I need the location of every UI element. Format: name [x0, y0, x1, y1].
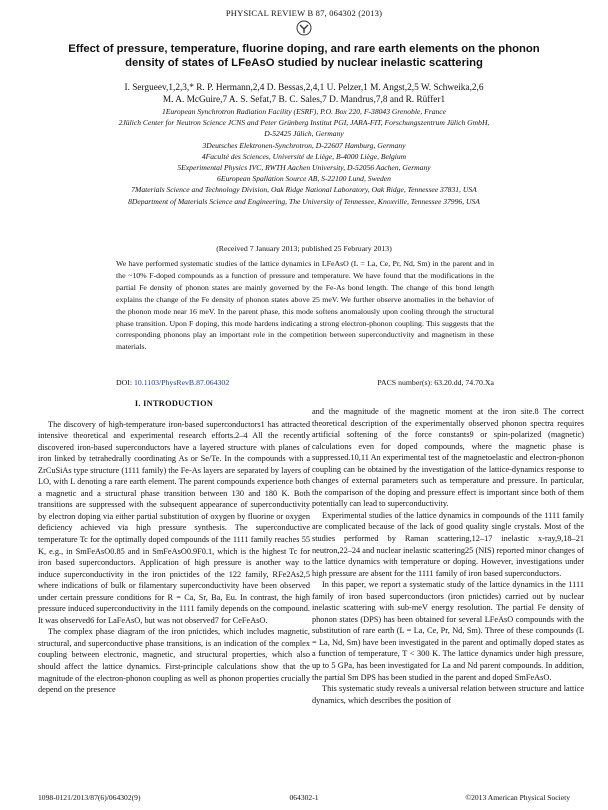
paragraph: The discovery of high-temperature iron-based superconductors1 has attracted intensive theoretical and experimental research efforts.2–4 All the recently discovered iron-based superconductors have a layered structure with planes of iron linked by tetrahedrally coordinating As or Se/Te. In the compounds with a ZrCuSiAs type structure (1111 family) the Fe-As layers are separated by layers of LO, with L denoting a rare earth element. The parent compounds experience both a magnetic and a structural phase transition between 130 and 180 K. Both transitions are suppressed with the subsequent appearance of superconductivity by electron doping via either partial substitution of oxygen by fluorine or oxygen deficiency achieved via high pressure synthesis. The superconductive temperature Tc for the optimally doped compounds of the 1111 family reaches 55 K, e.g., in SmFeAsO0.85 and in SmFeAsO0.9F0.1, which is the highest Tc for iron based superconductors. Application of high pressure is another way to induce superconductivity in the iron pnictides of the 122 family, RFe2As2,5 where indications of bulk or filamentary superconductivity have been observed under certain pressure conditions for R = Ca, Sr, Ba, Eu. In contrast, the high pressure induced superconductivity in the 1111 family depends on the compound. It was observed6 for LaFeAsO, but was not observed7 for CeFeAsO.	[38, 419, 310, 625]
author-line-1: I. Sergueev,1,2,3,* R. P. Hermann,2,4 D. Bessas,2,4,1 U. Pelzer,1 M. Angst,2,5 W. Schweika,2,6	[124, 83, 484, 93]
doi-link[interactable]: 10.1103/PhysRevB.87.064302	[133, 378, 230, 387]
affiliation-2: 2Jülich Center for Neutron Science JCNS and Peter Grünberg Institut PGI, JARA-FIT, Forschungszentrum Jülich GmbH,	[118, 118, 490, 128]
doi-line	[116, 378, 229, 387]
paper-title: Effect of pressure, temperature, fluorine doping, and rare earth elements on the phonon density of states of LFeAsO studied by nuclear inelastic scattering	[68, 43, 540, 69]
paragraph: In this paper, we report a systematic study of the lattice dynamics in the 1111 family of iron based superconductors (iron pnictides) carried out by nuclear inelastic scattering with sub-meV energy resolution. The partial Fe density of phonon states (DPS) has been obtained for several LFeAsO compounds with the substitution of rare earth (L = La, Ce, Pr, Nd, Sm). Three of these compounds (L = La, Nd, Sm) have been investigated in the parent and optimally doped states as a function of temperature, T < 300 K. The lattice dynamics under high pressure, up to 5 GPa, has been investigated for La and Nd parent compounds. In addition, the partial Sm DPS has been studied in the parent and doped SmFeAsO.	[312, 580, 584, 682]
footer-page-number: 064302-1	[289, 793, 319, 802]
paragraph: Experimental studies of the lattice dynamics in compounds of the 1111 family are complicated because of the lack of good quality single crystals. Most of the studies performed by Raman scattering,12–17 inelastic x-ray,9,18–21 neutron,22–24 and nuclear inelastic scattering25 (NIS) reported minor changes of the lattice dynamics with temperature or doping. However, investigations under high pressure are absent for the 1111 family of iron based superconductors.	[312, 510, 584, 578]
footer-issn: 1098-0121/2013/87(6)/064302(9)	[38, 793, 141, 802]
running-head: PHYSICAL REVIEW B 87, 064302 (2013)	[225, 8, 383, 18]
affiliation-list	[55, 106, 553, 207]
affiliation-1: 1European Synchrotron Radiation Facility (ESRF), P.O. Box 220, F-38043 Grenoble, France	[161, 107, 447, 116]
author-list	[60, 82, 548, 106]
affiliation-7: 7Materials Science and Technology Division, Oak Ridge National Laboratory, Oak Ridge, Tennessee 37831, USA	[131, 185, 477, 195]
right-column	[312, 406, 584, 706]
affiliation-6: 6European Spallation Source AB, S-22100 Lund, Sweden	[217, 174, 391, 184]
affiliation-2-cont: D-52425 Jülich, Germany	[264, 129, 344, 139]
affiliation-4: 4Faculté des Sciences, Université de Liège, B-4000 Liège, Belgium	[201, 151, 407, 161]
paragraph: The complex phase diagram of the iron pnictides, which includes magnetic, structural, and superconductive phase transitions, is an indication of the complex coupling between electronic, magnetic, and structural properties, which also should affect the lattice dynamics. First-principle calculations show that the magnitude of the electron-phonon coupling as well as phonon properties crucially depend on the presence	[38, 627, 310, 695]
affiliation-3: 3Deutsches Elektronen-Synchrotron, D-22607 Hamburg, Germany	[202, 140, 406, 150]
doi-label: DOI:	[116, 378, 133, 387]
left-column	[38, 398, 310, 696]
author-line-2: M. A. McGuire,7 A. S. Sefat,7 B. C. Sales,7 D. Mandrus,7,8 and R. Rüffer1	[162, 95, 446, 105]
paragraph: This systematic study reveals a universal relation between structure and lattice dynamics, which describes the position of	[312, 684, 584, 705]
crossmark-logo-icon[interactable]	[296, 20, 312, 36]
abstract: We have performed systematic studies of the lattice dynamics in LFeAsO (L = La, Ce, Pr, Nd, Sm) in the parent and in the ~10% F-doped compounds as a function of pressure and temperature. We have found that the modifications in the partial Fe density of phonon states are mainly governed by the Fe-As bond length. The change of this bond length explains the change of the Fe density of phonon states above 25 meV. We further observe anomalies in the behavior of the phonon mode near 16 meV. In the parent phase, this mode softens anomalously upon cooling through the structural phase transition. Upon F doping, this mode hardens indicating a strong electron-phonon coupling. This suggests that the corresponding phonons play an important role in the competition between superconductivity and magnetism in these materials.	[116, 259, 494, 352]
section-title: I. INTRODUCTION	[134, 399, 214, 408]
received-dates: (Received 7 January 2013; published 25 February 2013)	[216, 244, 392, 253]
footer-copyright: ©2013 American Physical Society	[465, 793, 570, 802]
pacs-numbers: PACS number(s): 63.20.dd, 74.70.Xa	[377, 378, 494, 387]
affiliation-5: 5Experimental Physics IVC, RWTH Aachen University, D-52056 Aachen, Germany	[177, 163, 431, 173]
paragraph: and the magnitude of the magnetic moment at the iron site.8 The correct theoretical description of the experimentally observed phonon spectra requires artificial softening of the force constants9 or spin-polarized (magnetic) calculations even for doped compounds, where the magnetic phase is suppressed.10,11 An experimental test of the magnetoelastic and electron-phonon coupling can be obtained by the investigation of the lattice-dynamics response to changes of external parameters such as temperature and pressure. In particular, the comparison of the doping and pressure effect is important since both of them potentially can lead to superconductivity.	[312, 407, 584, 509]
affiliation-8: 8Department of Materials Science and Engineering, The University of Tennessee, Knoxville, Tennessee 37996, USA	[128, 196, 480, 206]
